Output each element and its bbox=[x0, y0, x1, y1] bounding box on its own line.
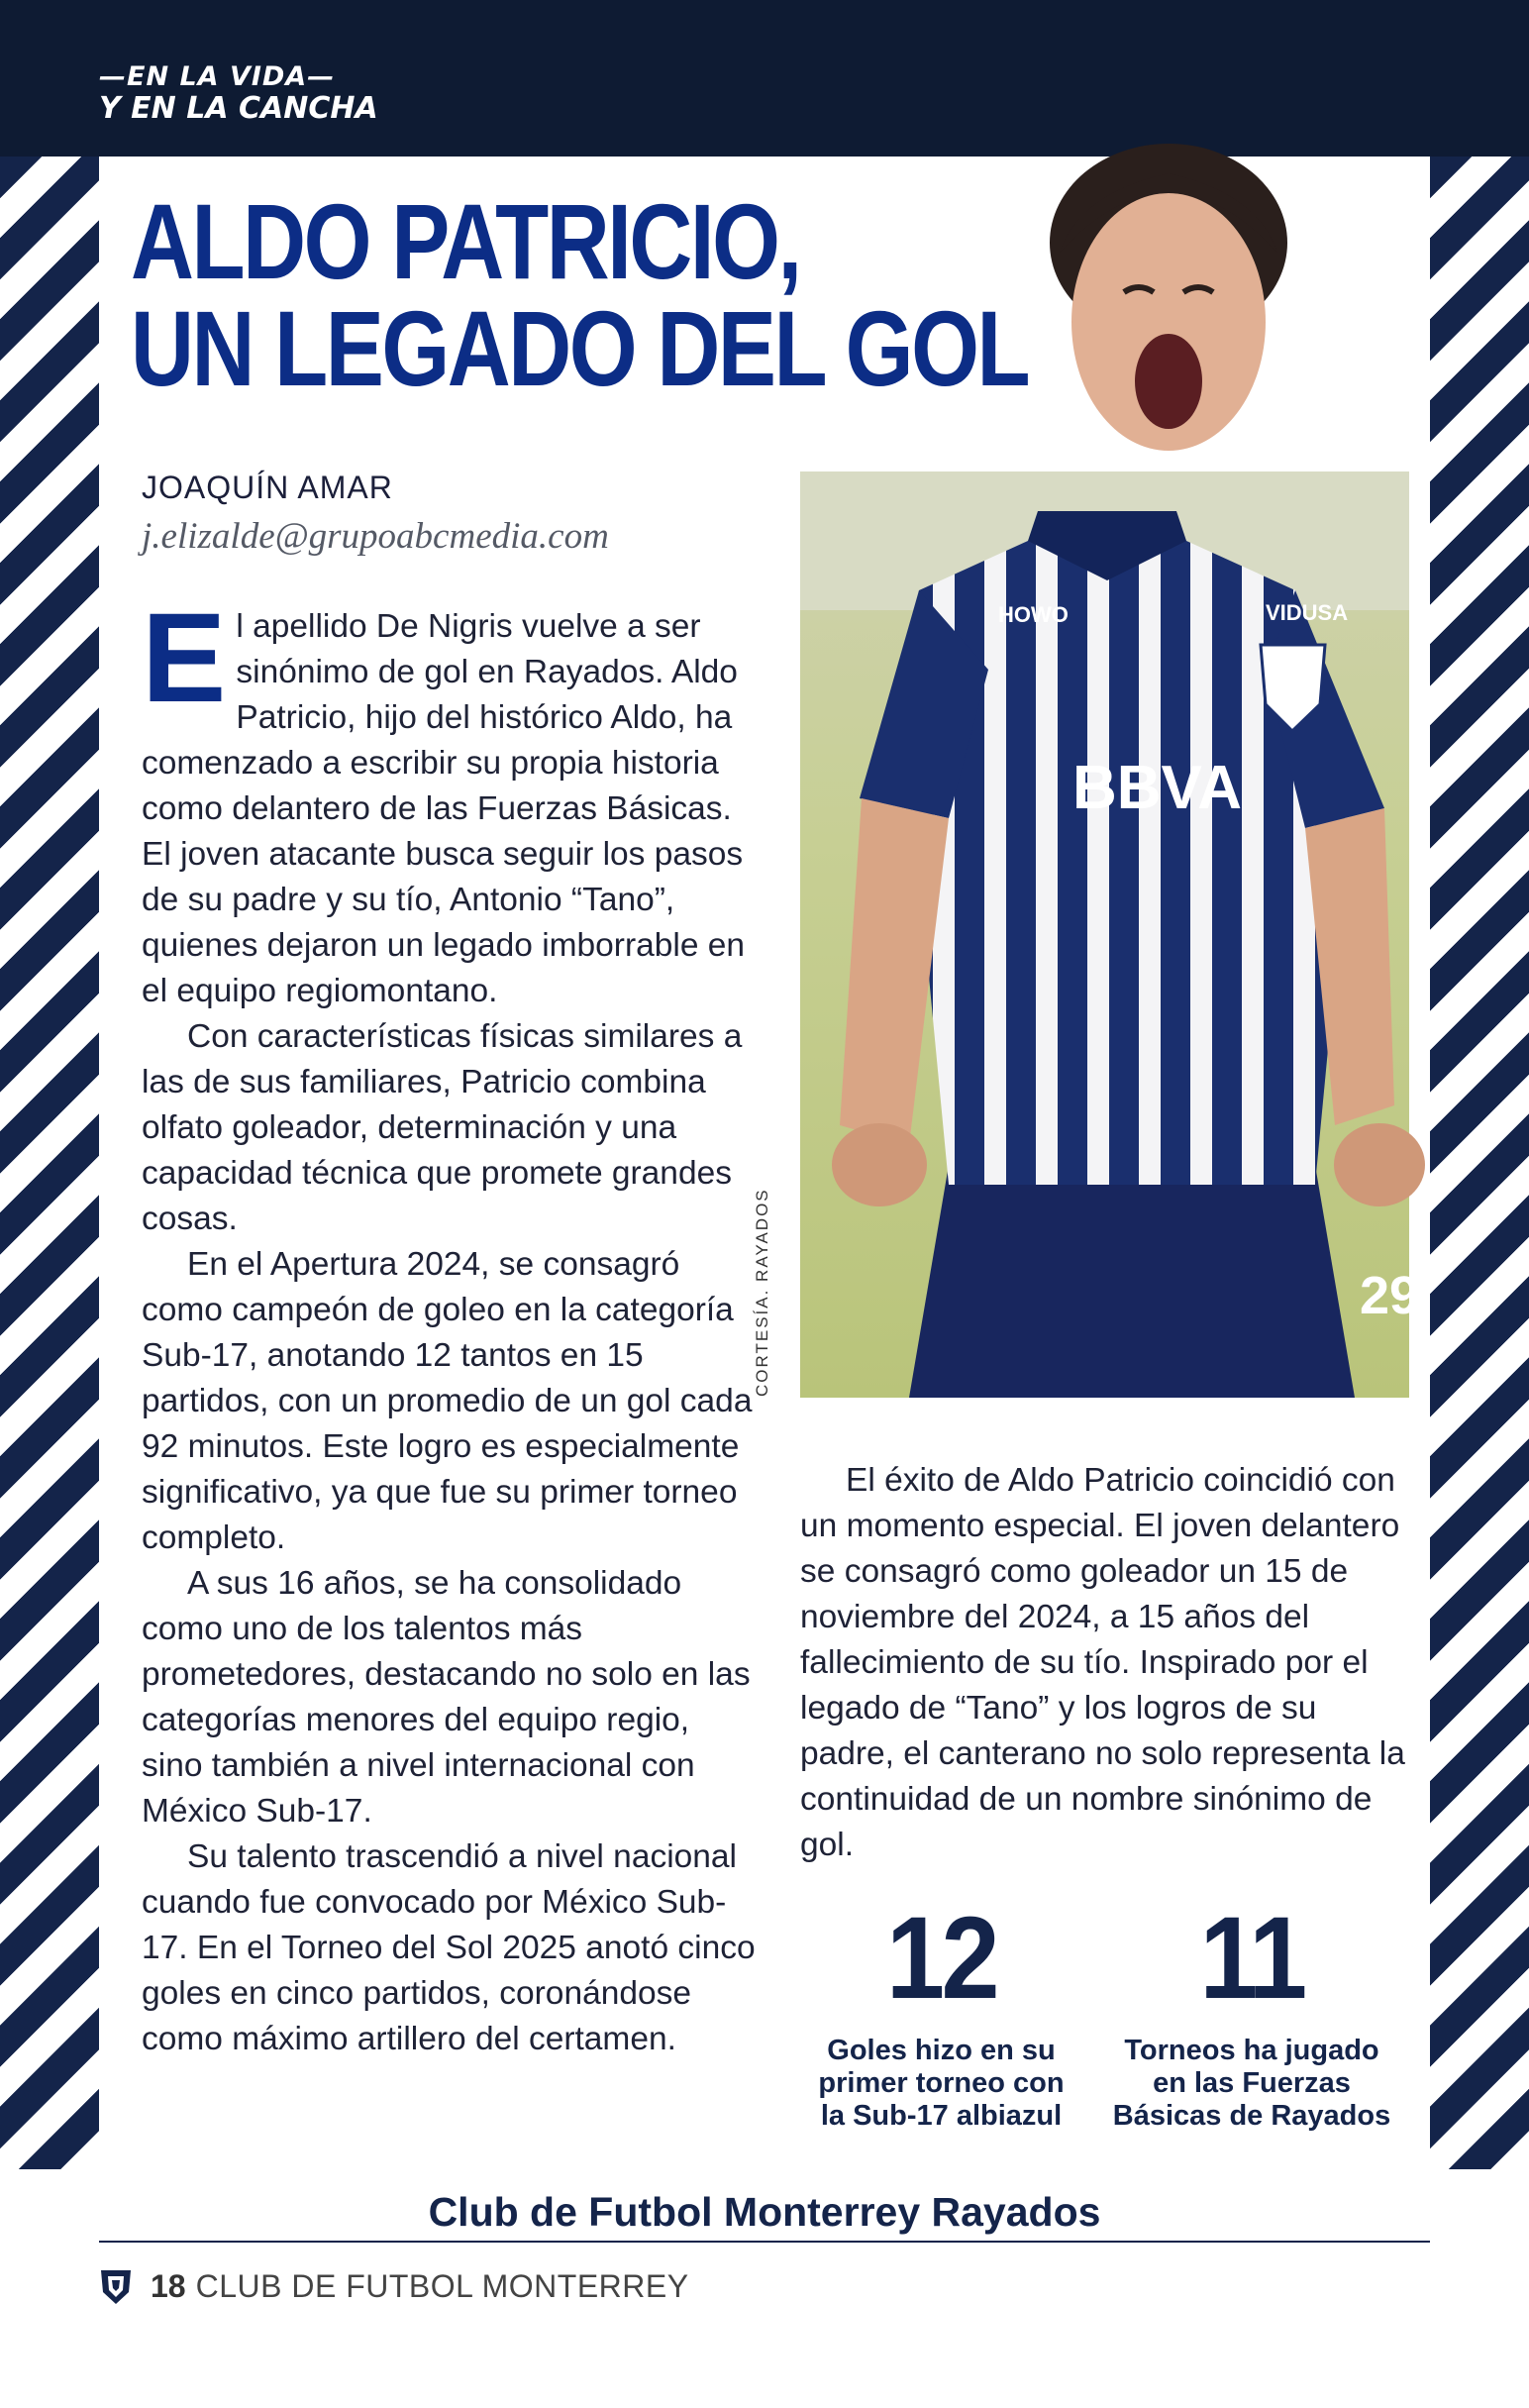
player-head bbox=[1030, 134, 1307, 490]
drop-cap: E bbox=[142, 587, 227, 729]
paragraph-1 bbox=[142, 587, 756, 1014]
article-body-left bbox=[142, 587, 756, 2062]
paragraph-1-text: l apellido De Nigris vuelve a ser sinónimo de gol en Rayados. Aldo Patricio, hijo del histórico Aldo, ha comenzado a escribir su propia historia como delantero de las Fuerzas Básicas. El joven atacante busca seguir los pasos de su padre y su tío, Antonio “Tano”, quienes dejaron un legado imborrable en el equipo regiomontano. bbox=[142, 608, 746, 1009]
stat-goals-number: 12 bbox=[886, 1893, 996, 2024]
jersey-chest-sponsor: VIDUSA bbox=[1266, 600, 1349, 625]
stat-tournaments-line-1: Torneos ha jugado bbox=[1124, 2035, 1379, 2066]
player-photo bbox=[800, 471, 1420, 1398]
paragraph-2: Con características físicas similares a las de sus familiares, Patricio combina olfato goleador, determinación y una capacidad técnica que promete grandes cosas. bbox=[142, 1018, 743, 1237]
stat-tournaments-line-3: Básicas de Rayados bbox=[1112, 2100, 1391, 2132]
page-number: 18 bbox=[151, 2267, 186, 2304]
author-email: j.elizalde@grupoabcmedia.com bbox=[142, 516, 609, 557]
jersey-sponsor: BBVA bbox=[1072, 754, 1243, 822]
stat-goals-description bbox=[800, 2035, 1082, 2133]
paragraph-5: Su talento trascendió a nivel nacional cuando fue convocado por México Sub-17. En el Torneo del Sol 2025 anotó cinco goles en cinco partidos, coronándose como máximo artillero del certamen. bbox=[142, 1838, 756, 2057]
photo-credit: CORTESÍA. RAYADOS bbox=[753, 1188, 771, 1397]
stat-tournaments-description bbox=[1093, 2035, 1410, 2133]
paragraph-3: En el Apertura 2024, se consagró como campeón de goleo en la categoría Sub-17, anotando 12 tantos en 15 partidos, con un promedio de un gol cada 92 minutos. Este logro es especialmente significativo, ya que fue su primer torneo completo. bbox=[142, 1246, 753, 1556]
stat-tournaments-number: 11 bbox=[1199, 1893, 1304, 2024]
club-name: Club de Futbol Monterrey Rayados bbox=[428, 2189, 1101, 2235]
jersey-brand: HOWO bbox=[998, 602, 1069, 627]
player-illustration bbox=[800, 471, 1420, 1398]
shorts-number: 29 bbox=[1360, 1266, 1420, 1325]
stat-goals-line-2: primer torneo con bbox=[818, 2067, 1065, 2099]
paragraph-6: El éxito de Aldo Patricio coincidió con un momento especial. El joven delantero se consagró como goleador un 15 de noviembre del 2024, a 15 años del fallecimiento de su tío. Inspirado por el legado de “Tano” y los logros de su padre, el canterano no solo representa la continuidad de un nombre sinónimo de gol. bbox=[800, 1462, 1405, 1863]
brand-line-2: Y EN LA CANCHA bbox=[99, 91, 378, 126]
author-name: JOAQUÍN AMAR bbox=[142, 470, 393, 505]
club-banner bbox=[99, 2169, 1430, 2236]
article-body-right bbox=[800, 1458, 1414, 1868]
left-stripe-border bbox=[0, 157, 99, 2169]
club-logo-icon bbox=[99, 2266, 133, 2306]
stat-tournaments bbox=[1093, 1893, 1410, 2133]
publication-name: CLUB DE FUTBOL MONTERREY bbox=[195, 2267, 689, 2304]
article-headline bbox=[131, 181, 1029, 408]
right-stripe-border bbox=[1430, 157, 1529, 2169]
brand-logo bbox=[99, 63, 378, 124]
stat-goals bbox=[800, 1893, 1082, 2133]
page-footer bbox=[99, 2263, 689, 2309]
stat-tournaments-line-2: en las Fuerzas bbox=[1153, 2067, 1351, 2099]
headline-line-2: UN LEGADO DEL GOL bbox=[131, 288, 1029, 408]
paragraph-4: A sus 16 años, se ha consolidado como uno de los talentos más prometedores, destacando no solo en las categorías menores del equipo regio, sino también a nivel internacional con México Sub-17. bbox=[142, 1565, 751, 1830]
divider-rule bbox=[99, 2241, 1430, 2243]
headline-line-1: ALDO PATRICIO, bbox=[131, 181, 800, 301]
brand-line-1: —EN LA VIDA— bbox=[99, 61, 336, 92]
stat-goals-line-1: Goles hizo en su bbox=[827, 2035, 1056, 2066]
stat-goals-line-3: la Sub-17 albiazul bbox=[820, 2100, 1063, 2132]
